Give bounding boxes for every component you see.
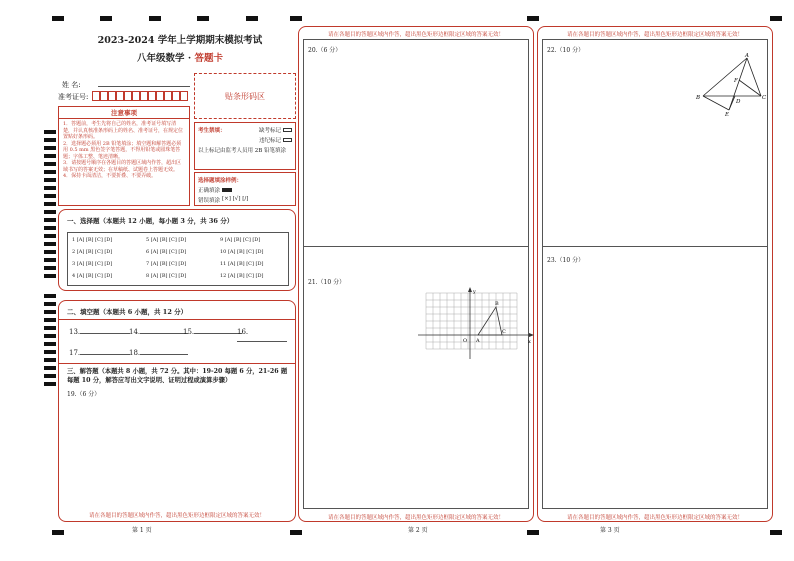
coordinate-grid-figure	[416, 287, 536, 361]
answer-area-22[interactable]	[542, 39, 768, 247]
page-title: 2023-2024 学年上学期期末模拟考试	[97, 35, 263, 46]
choice-q2[interactable]: 2 [A] [B] [C] [D]	[72, 249, 113, 255]
answer-area-20[interactable]	[303, 39, 529, 247]
forbidden-box: 考生禁填： 缺考标记 违纪标记 以上标记由监考人员用 2B 铅笔填涂	[194, 122, 296, 170]
choice-q12[interactable]: 12 [A] [B] [C] [D]	[220, 273, 264, 279]
question-23-label: 23.（10 分）	[547, 257, 585, 264]
choice-q3[interactable]: 3 [A] [B] [C] [D]	[72, 261, 113, 267]
absent-mark-box[interactable]	[283, 128, 292, 132]
fill-example-box: 选择题填涂样例： 正确填涂 错误填涂 [×] [√] [/]	[194, 172, 296, 206]
answer-area-23[interactable]	[542, 247, 768, 509]
section-choice-title: 一、选择题（本题共 12 小题，每小题 3 分，共 36 分）	[67, 217, 234, 225]
label-a: A	[745, 53, 749, 59]
alignment-mark	[770, 530, 782, 535]
answer-area-19[interactable]	[59, 401, 295, 501]
notes-title: 注意事项	[59, 107, 189, 119]
boundary-note: 请在各题目的答题区域内作答，超出黑色矩形边框限定区域的答案无效！	[327, 32, 504, 38]
section-answer-title: 三、解答题（本题共 8 小题，共 72 分。其中：19-20 每题 6 分，21-26 题每题 10 分，解答应写出文字说明、证明过程或演算步骤）	[67, 368, 288, 384]
question-20-label: 20.（6 分）	[308, 47, 342, 54]
alignment-mark	[527, 530, 539, 535]
label-b: B	[495, 301, 499, 307]
page2-answer-frame	[298, 26, 534, 522]
blank-18[interactable]: 18.	[129, 349, 188, 357]
page-number: 第 2 页	[408, 527, 428, 534]
choice-q10[interactable]: 10 [A] [B] [C] [D]	[220, 249, 264, 255]
blank-14[interactable]: 14.	[129, 328, 188, 336]
section-fill-title: 二、填空题（本题共 6 小题，共 12 分）	[67, 308, 188, 316]
question-22-label: 22.（10 分）	[547, 47, 585, 54]
alignment-mark	[246, 16, 258, 21]
label-a: A	[476, 338, 480, 344]
page-subtitle: 八年级数学 · 答题卡	[137, 53, 223, 64]
note-item: 4．保持卡面清洁，不要折叠、不要弄破。	[63, 173, 157, 179]
choice-grid	[67, 232, 289, 286]
section-choice	[58, 209, 296, 291]
page-number: 第 3 页	[600, 527, 620, 534]
section-fill-and-answer	[58, 300, 296, 522]
label-c: C	[762, 95, 767, 101]
alignment-mark	[100, 16, 112, 21]
triangle-figure	[693, 52, 773, 116]
alignment-mark	[197, 16, 209, 21]
question-21-label: 21.（10 分）	[308, 279, 346, 286]
boundary-note: 请在各题目的答题区域内作答，超出黑色矩形边框限定区域的答案无效！	[88, 513, 265, 519]
alignment-mark	[52, 530, 64, 535]
label-d: D	[736, 99, 741, 105]
boundary-note: 请在各题目的答题区域内作答，超出黑色矩形边框限定区域的答案无效！	[327, 515, 504, 521]
choice-q7[interactable]: 7 [A] [B] [C] [D]	[146, 261, 187, 267]
page-number: 第 1 页	[132, 527, 152, 534]
choice-q11[interactable]: 11 [A] [B] [C] [D]	[220, 261, 264, 267]
blank-16[interactable]: 16.	[237, 328, 295, 344]
label-x: x	[528, 339, 531, 345]
label-o: O	[463, 338, 468, 344]
label-b: B	[696, 95, 701, 101]
note-item: 3．请按题号顺序在各题目的答题区域内作答，超出区域书写的答案无效；在草稿纸、试题卷上答题无效。	[63, 160, 182, 173]
alignment-mark	[52, 16, 64, 21]
label-c: C	[502, 329, 506, 335]
answer-area-21[interactable]	[303, 247, 529, 509]
notes-box	[58, 106, 190, 206]
question-19-label: 19.（6 分）	[67, 391, 101, 398]
alignment-mark	[770, 16, 782, 21]
choice-q8[interactable]: 8 [A] [B] [C] [D]	[146, 273, 187, 279]
blank-13[interactable]: 13.	[69, 328, 130, 336]
choice-q9[interactable]: 9 [A] [B] [C] [D]	[220, 237, 261, 243]
choice-q4[interactable]: 4 [A] [B] [C] [D]	[72, 273, 113, 279]
boundary-note: 请在各题目的答题区域内作答，超出黑色矩形边框限定区域的答案无效！	[566, 32, 743, 38]
choice-q1[interactable]: 1 [A] [B] [C] [D]	[72, 237, 113, 243]
violation-mark-box[interactable]	[283, 138, 292, 142]
alignment-mark	[290, 16, 302, 21]
id-boxes[interactable]	[92, 91, 192, 102]
label-e: E	[725, 112, 730, 116]
note-item: 1．答题前，考生先将自己的姓名，准考证号填写清楚，并认真核准条形码上的姓名、准考证号，在规定位置贴好条形码。	[63, 121, 184, 140]
name-label: 姓 名:	[62, 81, 81, 89]
blank-17[interactable]: 17.	[69, 349, 130, 357]
choice-q5[interactable]: 5 [A] [B] [C] [D]	[146, 237, 187, 243]
label-f: F	[734, 78, 738, 84]
boundary-note: 请在各题目的答题区域内作答，超出黑色矩形边框限定区域的答案无效！	[566, 515, 743, 521]
id-label: 准考证号:	[58, 93, 89, 101]
alignment-mark	[527, 16, 539, 21]
alignment-mark	[290, 530, 302, 535]
label-y: y	[473, 289, 476, 295]
barcode-area: 贴条形码区	[194, 73, 296, 119]
name-field[interactable]	[98, 86, 190, 87]
alignment-mark	[149, 16, 161, 21]
correct-fill-sample	[222, 188, 232, 192]
choice-q6[interactable]: 6 [A] [B] [C] [D]	[146, 249, 187, 255]
blank-15[interactable]: 15.	[183, 328, 242, 336]
note-item: 2．选择题必须用 2B 铅笔填涂；填空题和解答题必须用 0.5 mm 黑色签字笔答题，不得用铅笔或圆珠笔答题；字体工整、笔迹清晰。	[63, 140, 182, 160]
page3-answer-frame	[537, 26, 773, 522]
